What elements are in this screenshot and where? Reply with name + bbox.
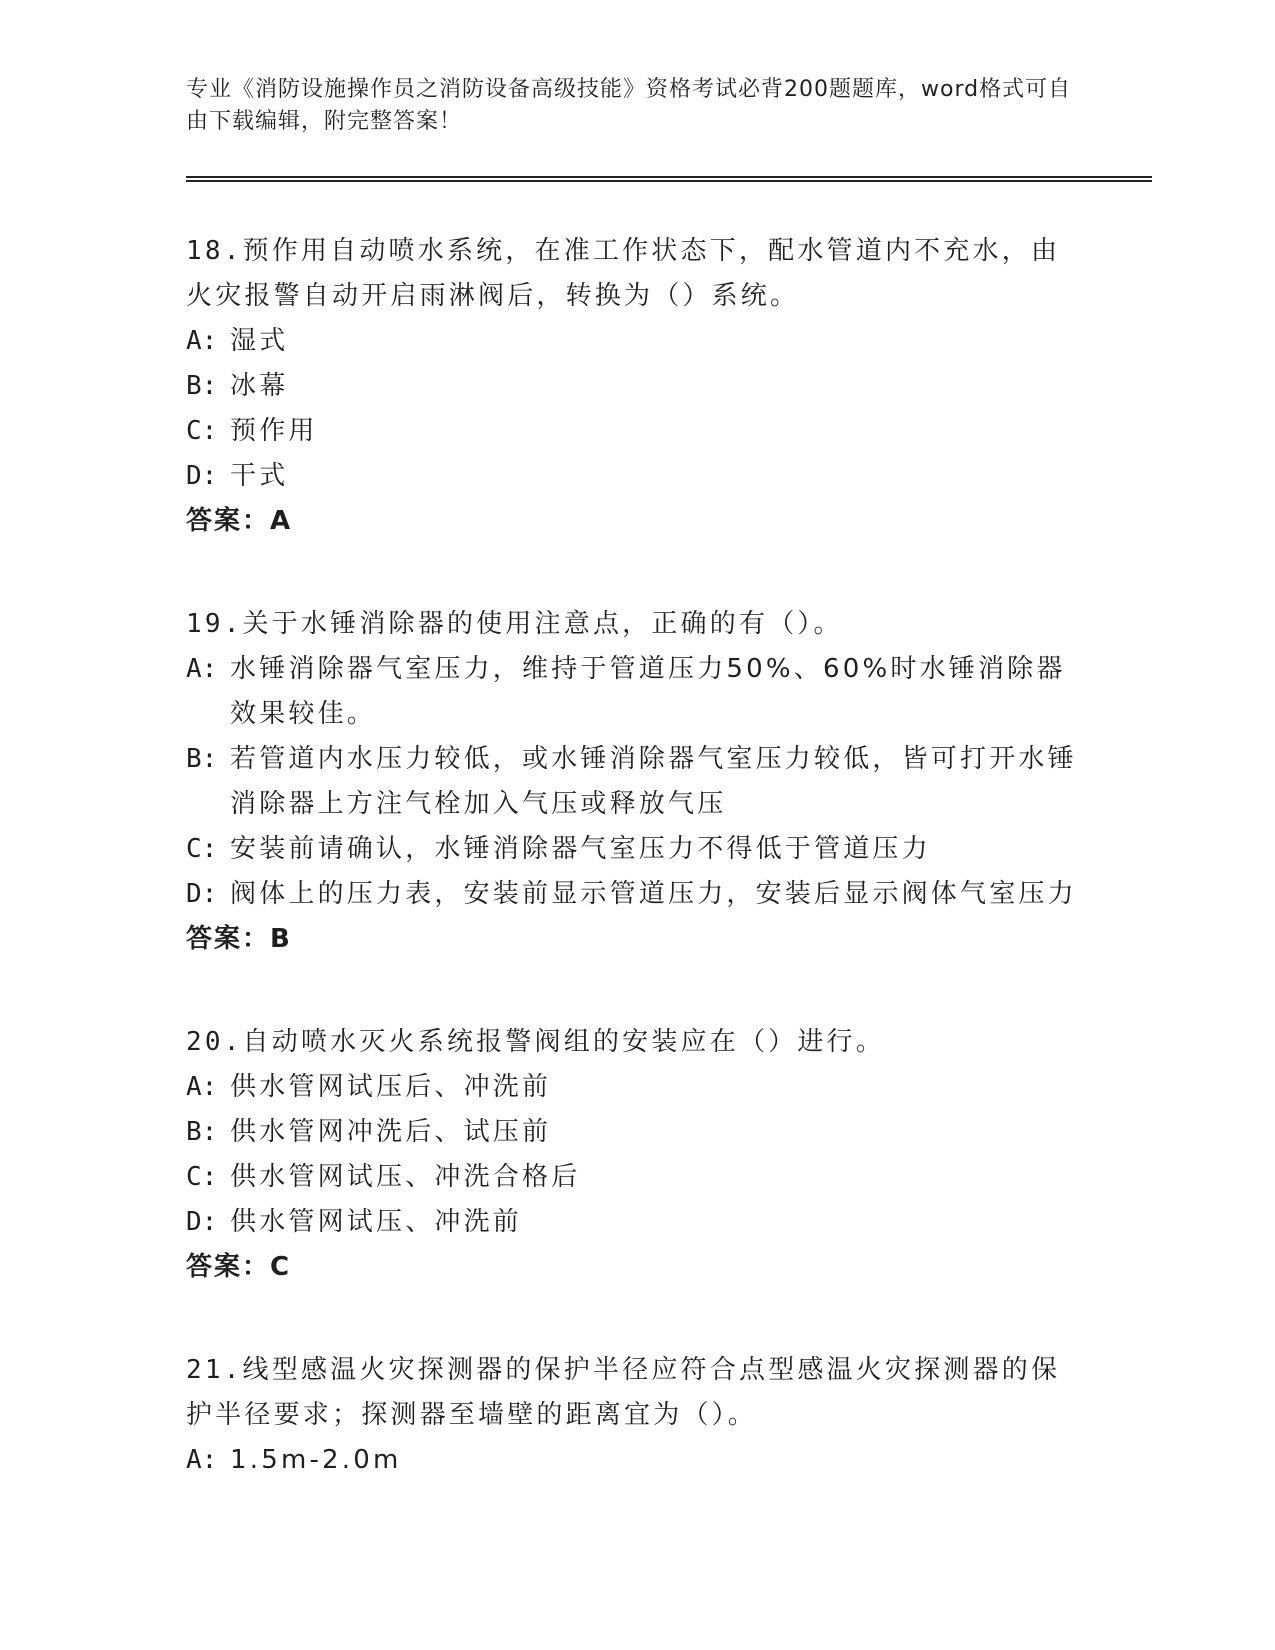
question-20 xyxy=(186,1020,1086,1290)
option-text: 若管道内水压力较低，或水锤消除器气室压力较低，皆可打开水锤消除器上方注气栓加入气压或释放气压 xyxy=(230,744,1077,819)
option-text: 阀体上的压力表，安装前显示管道压力，安装后显示阀体气室压力 xyxy=(230,879,1077,909)
option-a xyxy=(186,319,1086,364)
question-18 xyxy=(186,229,1086,544)
option-b xyxy=(186,1110,1086,1155)
option-d xyxy=(186,1200,1086,1245)
option-text: 供水管网试压、冲洗合格后 xyxy=(230,1162,581,1192)
option-text: 预作用 xyxy=(230,416,318,446)
option-key: B: xyxy=(186,371,218,401)
option-d xyxy=(186,454,1086,499)
option-text: 干式 xyxy=(230,461,289,491)
option-b xyxy=(186,364,1086,409)
option-key: B: xyxy=(186,1117,218,1147)
option-text: 1.5m-2.0m xyxy=(230,1445,402,1475)
option-key: C: xyxy=(186,834,218,864)
answer-line: 答案：C xyxy=(186,1252,292,1282)
option-d xyxy=(186,872,1086,917)
answer-line: 答案：A xyxy=(186,506,293,536)
document-header: 专业《消防设施操作员之消防设备高级技能》资格考试必背200题题库，word格式可自由下载编辑，附完整答案！ xyxy=(186,77,1072,134)
divider-line-top xyxy=(186,176,1152,178)
option-text: 安装前请确认，水锤消除器气室压力不得低于管道压力 xyxy=(230,834,931,864)
question-text: 20.自动喷水灭火系统报警阀组的安装应在（）进行。 xyxy=(186,1027,885,1057)
question-text: 19.关于水锤消除器的使用注意点，正确的有（）。 xyxy=(186,609,843,639)
question-text: 18.预作用自动喷水系统，在准工作状态下，配水管道内不充水，由火灾报警自动开启雨淋阀后，转换为（）系统。 xyxy=(186,236,1061,311)
option-text: 湿式 xyxy=(230,326,289,356)
option-a xyxy=(186,647,1086,737)
question-list xyxy=(186,229,1086,1541)
option-key: A: xyxy=(186,326,218,356)
divider-line-bottom xyxy=(186,180,1152,182)
option-key: D: xyxy=(186,1207,218,1237)
question-text: 21.线型感温火灾探测器的保护半径应符合点型感温火灾探测器的保护半径要求；探测器至墙壁的距离宜为（）。 xyxy=(186,1355,1061,1430)
option-b xyxy=(186,737,1086,827)
option-c xyxy=(186,1155,1086,1200)
option-text: 供水管网冲洗后、试压前 xyxy=(230,1117,552,1147)
option-key: A: xyxy=(186,1445,218,1475)
option-text: 冰幕 xyxy=(230,371,289,401)
option-text: 供水管网试压、冲洗前 xyxy=(230,1207,523,1237)
answer-line: 答案：B xyxy=(186,924,292,954)
option-c xyxy=(186,409,1086,454)
option-text: 供水管网试压后、冲洗前 xyxy=(230,1072,552,1102)
option-key: A: xyxy=(186,1072,218,1102)
option-a xyxy=(186,1065,1086,1110)
option-a xyxy=(186,1438,1086,1483)
option-key: C: xyxy=(186,416,218,446)
option-key: A: xyxy=(186,654,218,684)
option-key: B: xyxy=(186,744,218,774)
option-key: D: xyxy=(186,879,218,909)
option-text: 水锤消除器气室压力，维持于管道压力50%、60%时水锤消除器效果较佳。 xyxy=(230,654,1066,729)
question-21 xyxy=(186,1348,1086,1483)
option-key: C: xyxy=(186,1162,218,1192)
question-19 xyxy=(186,602,1086,962)
option-key: D: xyxy=(186,461,218,491)
option-c xyxy=(186,827,1086,872)
header-divider xyxy=(186,176,1152,182)
